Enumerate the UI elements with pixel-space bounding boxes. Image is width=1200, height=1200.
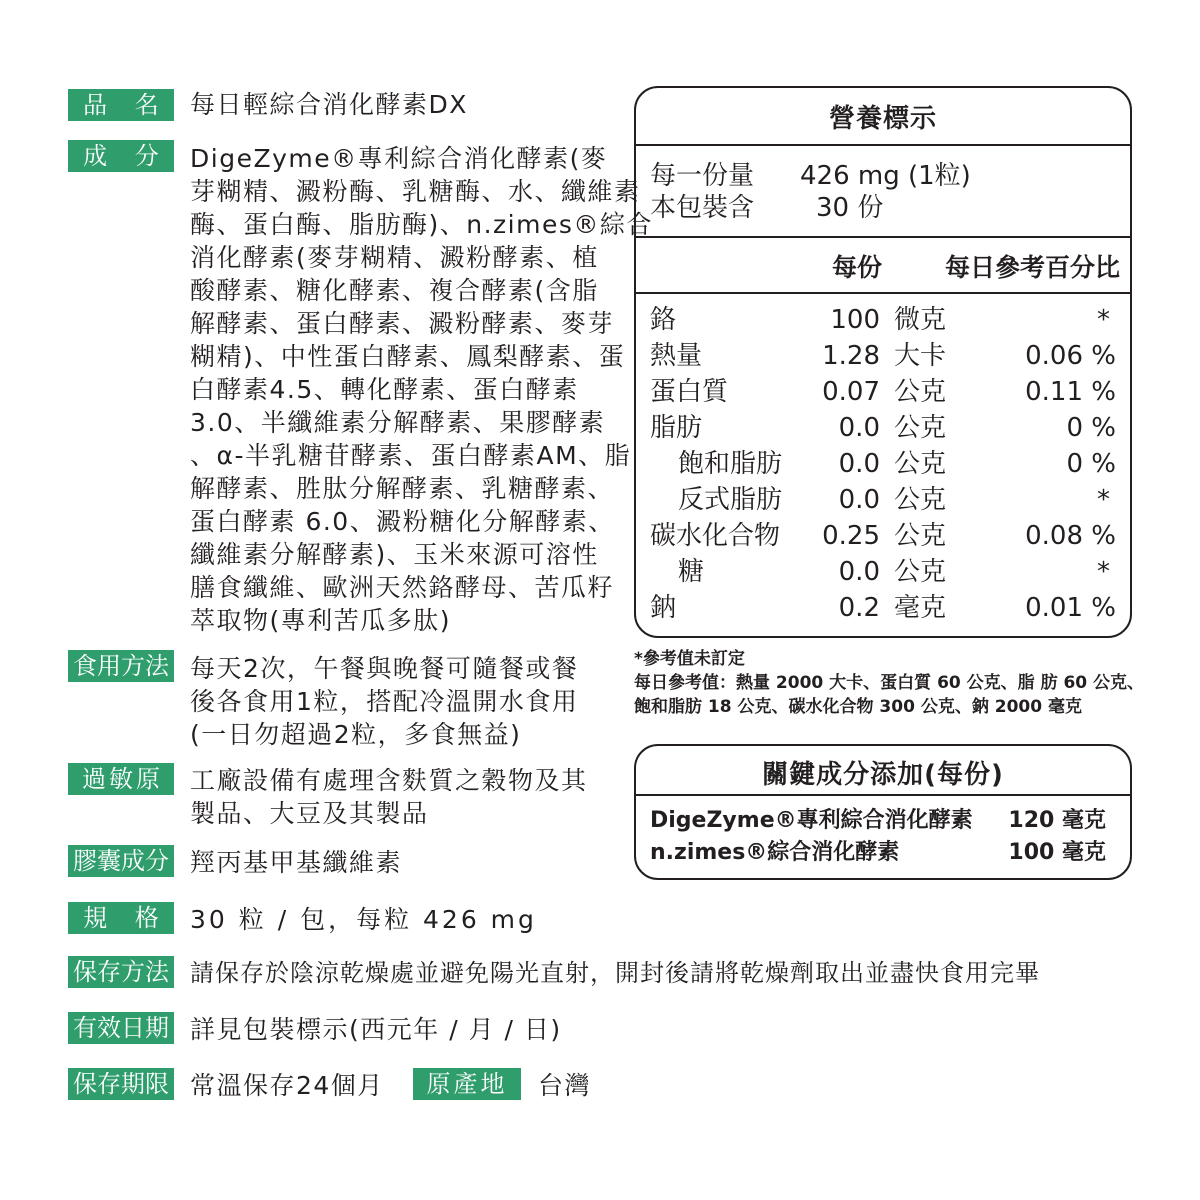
nutrition-title: 營養標示 xyxy=(828,104,937,134)
nutrient-unit: 大卡 xyxy=(894,341,947,371)
divider xyxy=(636,292,1130,294)
nutrient-amount: 0.0 xyxy=(838,557,880,587)
label-ingredients: 成 分 xyxy=(68,140,174,172)
nutrient-amount: 0.25 xyxy=(822,521,880,551)
nutrient-unit: 公克 xyxy=(894,485,947,515)
shelf-life-value: 常溫保存24個月 xyxy=(190,1071,384,1100)
daily-percent-header: 每日參考百分比 xyxy=(944,253,1120,282)
ingredients-line: 消化酵素(麥芽糊精、澱粉酵素、植 xyxy=(190,243,599,272)
storage-value: 請保存於陰涼乾燥處並避免陽光直射，開封後請將乾燥劑取出並盡快食用完畢 xyxy=(190,959,1040,987)
nutrient-unit: 公克 xyxy=(894,377,947,407)
nutrient-name: 飽和脂肪 xyxy=(678,449,783,479)
nutrient-amount: 0.2 xyxy=(838,593,880,623)
serving-size-label: 每一份量 xyxy=(650,161,755,191)
key-ingredient-name: n.zimes®綜合消化酵素 xyxy=(650,840,900,865)
nutrition-note: *參考值未訂定 xyxy=(634,649,745,669)
nutrition-note: 飽和脂肪 18 公克、碳水化合物 300 公克、鈉 2000 毫克 xyxy=(634,697,1082,717)
ingredients-line: 酸酵素、糖化酵素、複合酵素(含脂 xyxy=(190,276,599,305)
nutrient-percent: 0 % xyxy=(1066,449,1116,479)
nutrient-percent: 0.01 % xyxy=(1025,593,1116,623)
ingredients-line: 3.0、半纖維素分解酵素、果膠酵素 xyxy=(190,408,606,437)
usage-line: (一日勿超過2粒，多食無益) xyxy=(190,720,522,749)
nutrient-name: 鈉 xyxy=(650,593,677,623)
nutrient-percent: 0.11 % xyxy=(1025,377,1116,407)
nutrient-name: 熱量 xyxy=(650,341,703,371)
servings-per-pack-value: 30 份 xyxy=(816,193,884,223)
nutrient-name: 碳水化合物 xyxy=(650,521,781,551)
key-ingredient-row xyxy=(650,838,1106,868)
label-product-name: 品 名 xyxy=(68,89,174,121)
nutrition-row xyxy=(636,482,1130,518)
nutrition-row xyxy=(636,374,1130,410)
nutrient-unit: 公克 xyxy=(894,413,947,443)
nutrient-name: 反式脂肪 xyxy=(678,485,783,515)
key-ingredients-box xyxy=(634,744,1132,880)
nutrition-row xyxy=(636,590,1130,626)
label-expiry: 有效日期 xyxy=(68,1012,174,1044)
expiry-value: 詳見包裝標示(西元年 / 月 / 日) xyxy=(190,1015,562,1044)
nutrient-percent: 0.08 % xyxy=(1025,521,1116,551)
label-capsule: 膠囊成分 xyxy=(68,845,174,877)
nutrient-name: 糖 xyxy=(678,557,705,587)
ingredients-line: 、α-半乳糖苷酵素、蛋白酵素AM、脂 xyxy=(190,441,632,470)
ingredients-line: 膳食纖維、歐洲天然鉻酵母、苦瓜籽 xyxy=(190,573,615,602)
ingredients-line: 萃取物(專利苦瓜多肽) xyxy=(190,606,452,635)
nutrient-name: 鉻 xyxy=(650,305,677,335)
ingredients-line: 纖維素分解酵素)、玉米來源可溶性 xyxy=(190,540,599,569)
usage-line: 每天2次，午餐與晚餐可隨餐或餐 xyxy=(190,654,579,683)
nutrient-unit: 公克 xyxy=(894,557,947,587)
divider xyxy=(636,144,1130,146)
nutrition-row xyxy=(636,518,1130,554)
capsule-value: 羥丙基甲基纖維素 xyxy=(190,848,403,877)
allergen-value xyxy=(190,764,588,830)
allergen-line: 工廠設備有處理含麩質之穀物及其 xyxy=(190,766,588,795)
nutrient-unit: 微克 xyxy=(894,305,947,335)
nutrient-percent: 0.06 % xyxy=(1025,341,1116,371)
spec-value: 30 粒 / 包，每粒 426 mg xyxy=(190,905,537,934)
nutrition-row xyxy=(636,410,1130,446)
label-origin: 原產地 xyxy=(413,1068,521,1100)
usage-line: 後各食用1粒，搭配冷溫開水食用 xyxy=(190,687,579,716)
nutrient-amount: 0.0 xyxy=(838,449,880,479)
nutrition-note: 每日參考值：熱量 2000 大卡、蛋白質 60 公克、脂 肪 60 公克、 xyxy=(634,673,1145,693)
ingredients-line: 蛋白酵素 6.0、澱粉糖化分解酵素、 xyxy=(190,507,615,536)
product-name-value: 每日輕綜合消化酵素DX xyxy=(190,90,468,119)
label-spec: 規 格 xyxy=(68,902,174,934)
nutrient-percent: * xyxy=(1097,305,1110,335)
key-ingredient-amount: 120 毫克 xyxy=(1008,808,1106,833)
label-storage: 保存方法 xyxy=(68,956,174,988)
ingredients-line: 解酵素、蛋白酵素、澱粉酵素、麥芽 xyxy=(190,309,615,338)
key-ingredient-row xyxy=(650,806,1106,836)
nutrient-unit: 公克 xyxy=(894,449,947,479)
serving-size-value: 426 mg (1粒) xyxy=(800,161,971,191)
nutrition-row xyxy=(636,554,1130,590)
ingredients-line: 白酵素4.5、轉化酵素、蛋白酵素 xyxy=(190,375,579,404)
ingredients-line: 解酵素、胜肽分解酵素、乳糖酵素、 xyxy=(190,474,615,503)
label-usage: 食用方法 xyxy=(68,650,174,682)
nutrient-name: 脂肪 xyxy=(650,413,703,443)
nutrient-unit: 公克 xyxy=(894,521,947,551)
nutrition-row xyxy=(636,446,1130,482)
nutrient-percent: * xyxy=(1097,485,1110,515)
nutrient-amount: 0.07 xyxy=(822,377,880,407)
nutrient-amount: 0.0 xyxy=(838,485,880,515)
nutrition-row xyxy=(636,338,1130,374)
nutrition-row xyxy=(636,302,1130,338)
nutrient-name: 蛋白質 xyxy=(650,377,729,407)
label-shelf-life: 保存期限 xyxy=(68,1068,174,1100)
usage-value xyxy=(190,652,578,751)
per-serving-header: 每份 xyxy=(832,253,883,282)
key-ingredient-name: DigeZyme®專利綜合消化酵素 xyxy=(650,808,973,833)
nutrient-amount: 1.28 xyxy=(822,341,880,371)
allergen-line: 製品、大豆及其製品 xyxy=(190,799,429,828)
servings-per-pack-label: 本包裝含 xyxy=(650,193,755,223)
divider xyxy=(636,794,1130,796)
origin-value: 台灣 xyxy=(538,1071,592,1100)
nutrient-unit: 毫克 xyxy=(894,593,947,623)
nutrient-amount: 100 xyxy=(830,305,880,335)
ingredients-line: DigeZyme®專利綜合消化酵素(麥 xyxy=(190,144,608,173)
ingredients-line: 糊精)、中性蛋白酵素、鳳梨酵素、蛋 xyxy=(190,342,626,371)
key-ingredient-amount: 100 毫克 xyxy=(1008,840,1106,865)
nutrition-facts-box xyxy=(634,86,1132,638)
nutrient-percent: 0 % xyxy=(1066,413,1116,443)
key-ingredients-title: 關鍵成分添加(每份) xyxy=(762,760,1004,790)
ingredients-line: 酶、蛋白酶、脂肪酶)、n.zimes®綜合 xyxy=(190,210,653,239)
nutrient-amount: 0.0 xyxy=(838,413,880,443)
label-allergen: 過敏原 xyxy=(68,763,174,795)
ingredients-value xyxy=(190,142,653,637)
ingredients-line: 芽糊精、澱粉酶、乳糖酶、水、纖維素 xyxy=(190,177,641,206)
nutrient-percent: * xyxy=(1097,557,1110,587)
divider xyxy=(636,236,1130,238)
